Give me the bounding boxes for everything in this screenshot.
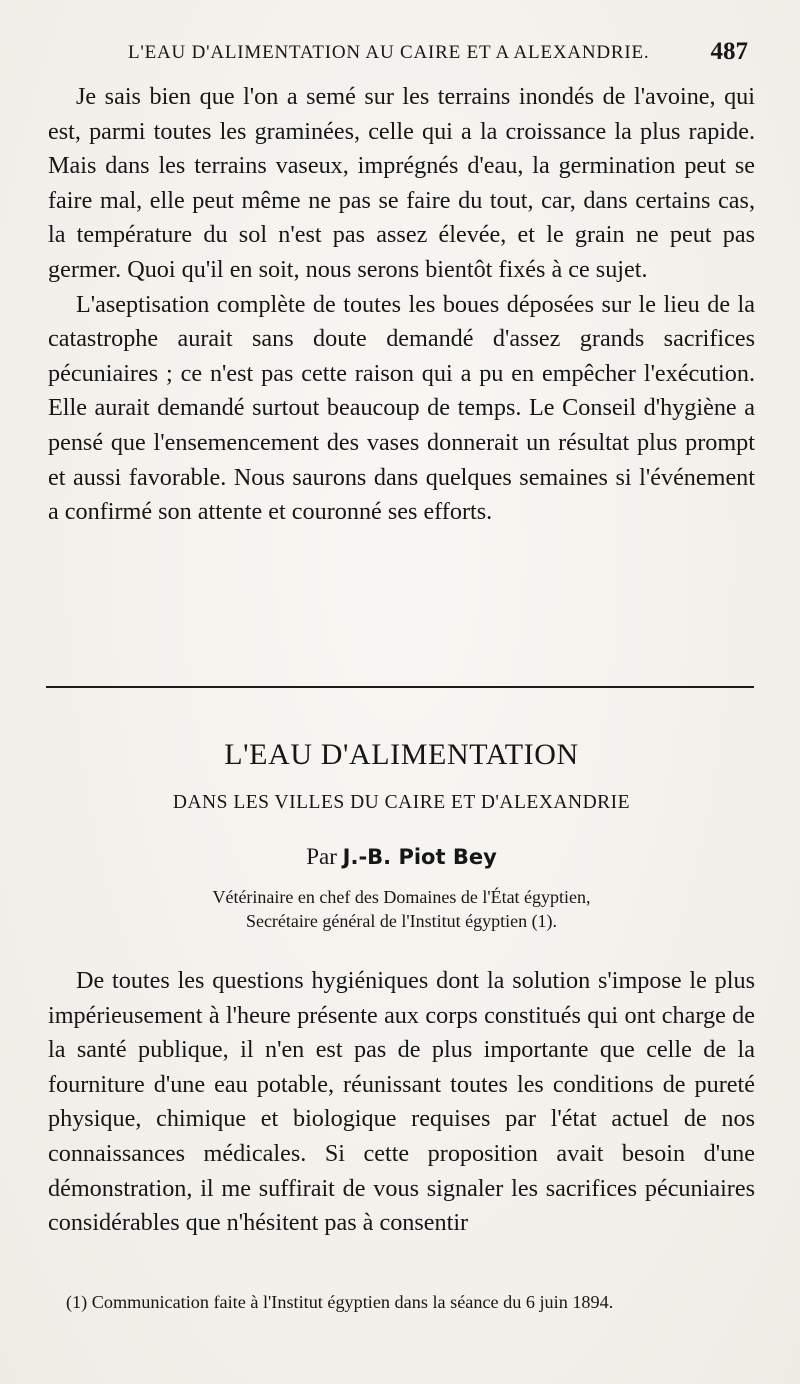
author-line [48,844,755,870]
footnote [48,1290,755,1314]
paragraph: Je sais bien que l'on a semé sur les terrains inondés de l'avoine, qui est, parmi toutes les graminées, celle qui a la croissance la plus rapide. Mais dans les terrains vaseux, imprégnés d'eau, la germination peut se faire mal, elle peut même ne pas se faire du tout, car, dans certains cas, la température du sol n'est pas assez élevée, et le grain ne peut pas germer. Quoi qu'il en soit, nous serons bientôt fixés à ce sujet. [48,83,755,283]
author-affiliation: Secrétaire général de l'Institut égyptien (1). [245,911,558,931]
continued-text [48,80,755,530]
page-number: 487 [710,38,748,65]
article-body [48,964,755,1241]
running-head [118,38,758,72]
running-title: L'EAU D'ALIMENTATION AU CAIRE ET A ALEXANDRIE. [128,42,650,63]
section-divider [46,686,754,688]
article-title: L'EAU D'ALIMENTATION [224,738,579,771]
author-affiliation: Vétérinaire en chef des Domaines de l'État égyptien, [212,887,591,907]
paragraph: L'aseptisation complète de toutes les boues déposées sur le lieu de la catastrophe aurait sans doute demandé d'assez grands sacrifices pécuniaires ; ce n'est pas cette raison qui a pu en empêcher l'exécution. Elle aurait demandé surtout beaucoup de temps. Le Conseil d'hygiène a pensé que l'ensemencement des vases donnerait un résultat plus prompt et aussi favorable. Nous saurons dans quelques semaines si l'événement a confirmé son attente et couronné ses efforts. [48,290,755,526]
author-prefix: Par [306,844,337,869]
paragraph: De toutes les questions hygiéniques dont la solution s'impose le plus impérieusement à l'heure présente aux corps constitués qui ont charge de la santé publique, il n'en est pas de plus importante que celle de la fourniture d'une eau potable, réunissant toutes les conditions de pureté physique, chimique et biologique requises par l'état actuel de nos connaissances médicales. Si cette proposition avait besoin d'une démonstration, il me suffirait de vous signaler les sacrifices pécuniaires considérables que n'hésitent pas à consentir [48,967,755,1237]
article-subtitle: DANS LES VILLES DU CAIRE ET D'ALEXANDRIE [172,792,631,813]
footnote-text: (1) Communication faite à l'Institut égyptien dans la séance du 6 juin 1894. [66,1292,614,1312]
author-name: J.-B. Piot Bey [342,845,497,869]
